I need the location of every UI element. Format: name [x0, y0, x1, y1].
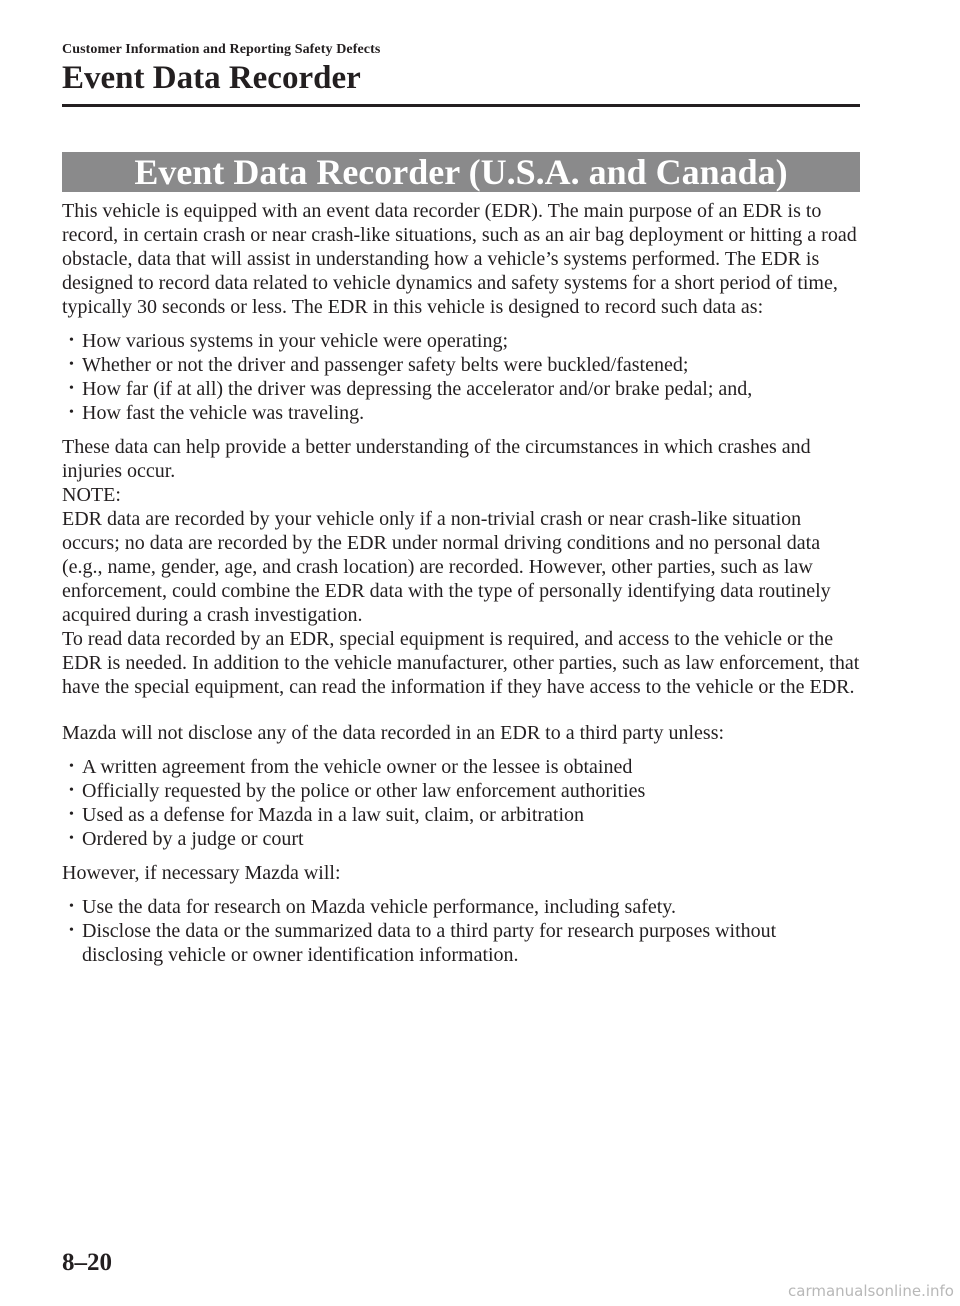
list-item: • Use the data for research on Mazda vehicle performance, including safety.: [69, 896, 676, 918]
list-item: • Officially requested by the police or other law enforcement authorities: [69, 780, 646, 802]
record-items-list: [62, 329, 860, 425]
section-title-banner: Event Data Recorder (U.S.A. and Canada): [62, 152, 860, 192]
bullet-icon: •: [69, 899, 74, 914]
note-label: NOTE:: [62, 484, 121, 506]
bullet-icon: •: [69, 405, 74, 420]
bullet-icon: •: [69, 807, 74, 822]
list-item: • How far (if at all) the driver was depressing the accelerator and/or brake pedal; and,: [69, 378, 753, 400]
bullet-icon: •: [69, 357, 74, 372]
list-item: • A written agreement from the vehicle owner or the lessee is obtained: [69, 756, 633, 778]
watermark: carmanualsonline.info: [788, 1282, 954, 1300]
list-item: • Whether or not the driver and passenger safety belts were buckled/fastened;: [69, 354, 689, 376]
list-item: • Disclose the data or the summarized data to a third party for research purposes without disclosing vehicle or owner identification information.: [69, 920, 777, 966]
read-paragraph: To read data recorded by an EDR, special equipment is required, and access to the vehicle or the EDR is needed. In addition to the vehicle manufacturer, other parties, such as law enforcement, that have the special equipment, can read the information if they have access to the vehicle or the EDR.: [62, 628, 860, 698]
bullet-icon: •: [69, 783, 74, 798]
list-item: • How fast the vehicle was traveling.: [69, 402, 365, 424]
header-divider: [62, 104, 860, 107]
however-items-list: [62, 895, 860, 967]
bullet-icon: •: [69, 923, 74, 938]
chapter-title: Event Data Recorder: [62, 60, 361, 96]
disclose-items-list: [62, 755, 860, 851]
bullet-icon: •: [69, 381, 74, 396]
bullet-icon: •: [69, 759, 74, 774]
intro-paragraph: This vehicle is equipped with an event data recorder (EDR). The main purpose of an EDR is to record, in certain crash or near crash-like situations, such as an air bag deployment or hitting a road obstacle, data that will assist in understanding how a vehicle’s systems performed. The EDR is designed to record data related to vehicle dynamics and safety systems for a short period of time, typically 30 seconds or less. The EDR in this vehicle is designed to record such data as:: [62, 200, 857, 318]
list-item: • Used as a defense for Mazda in a law suit, claim, or arbitration: [69, 804, 585, 826]
note-paragraph: EDR data are recorded by your vehicle only if a non-trivial crash or near crash-like situation occurs; no data are recorded by the EDR under normal driving conditions and no personal data (e.g., name, gender, age, and crash location) are recorded. However, other parties, such as law enforcement, could combine the EDR data with the type of personally identifying data routinely acquired during a crash investigation.: [62, 508, 831, 626]
page-number: 8–20: [62, 1249, 112, 1276]
section-body: [62, 199, 860, 967]
disclose-intro: Mazda will not disclose any of the data recorded in an EDR to a third party unless:: [62, 722, 725, 744]
understanding-paragraph: These data can help provide a better understanding of the circumstances in which crashes and injuries occur.: [62, 436, 811, 482]
bullet-icon: •: [69, 831, 74, 846]
running-header: Customer Information and Reporting Safety Defects: [62, 42, 381, 57]
list-item: • How various systems in your vehicle were operating;: [69, 330, 509, 352]
however-intro: However, if necessary Mazda will:: [62, 862, 341, 884]
list-item: • Ordered by a judge or court: [69, 828, 304, 850]
bullet-icon: •: [69, 333, 74, 348]
